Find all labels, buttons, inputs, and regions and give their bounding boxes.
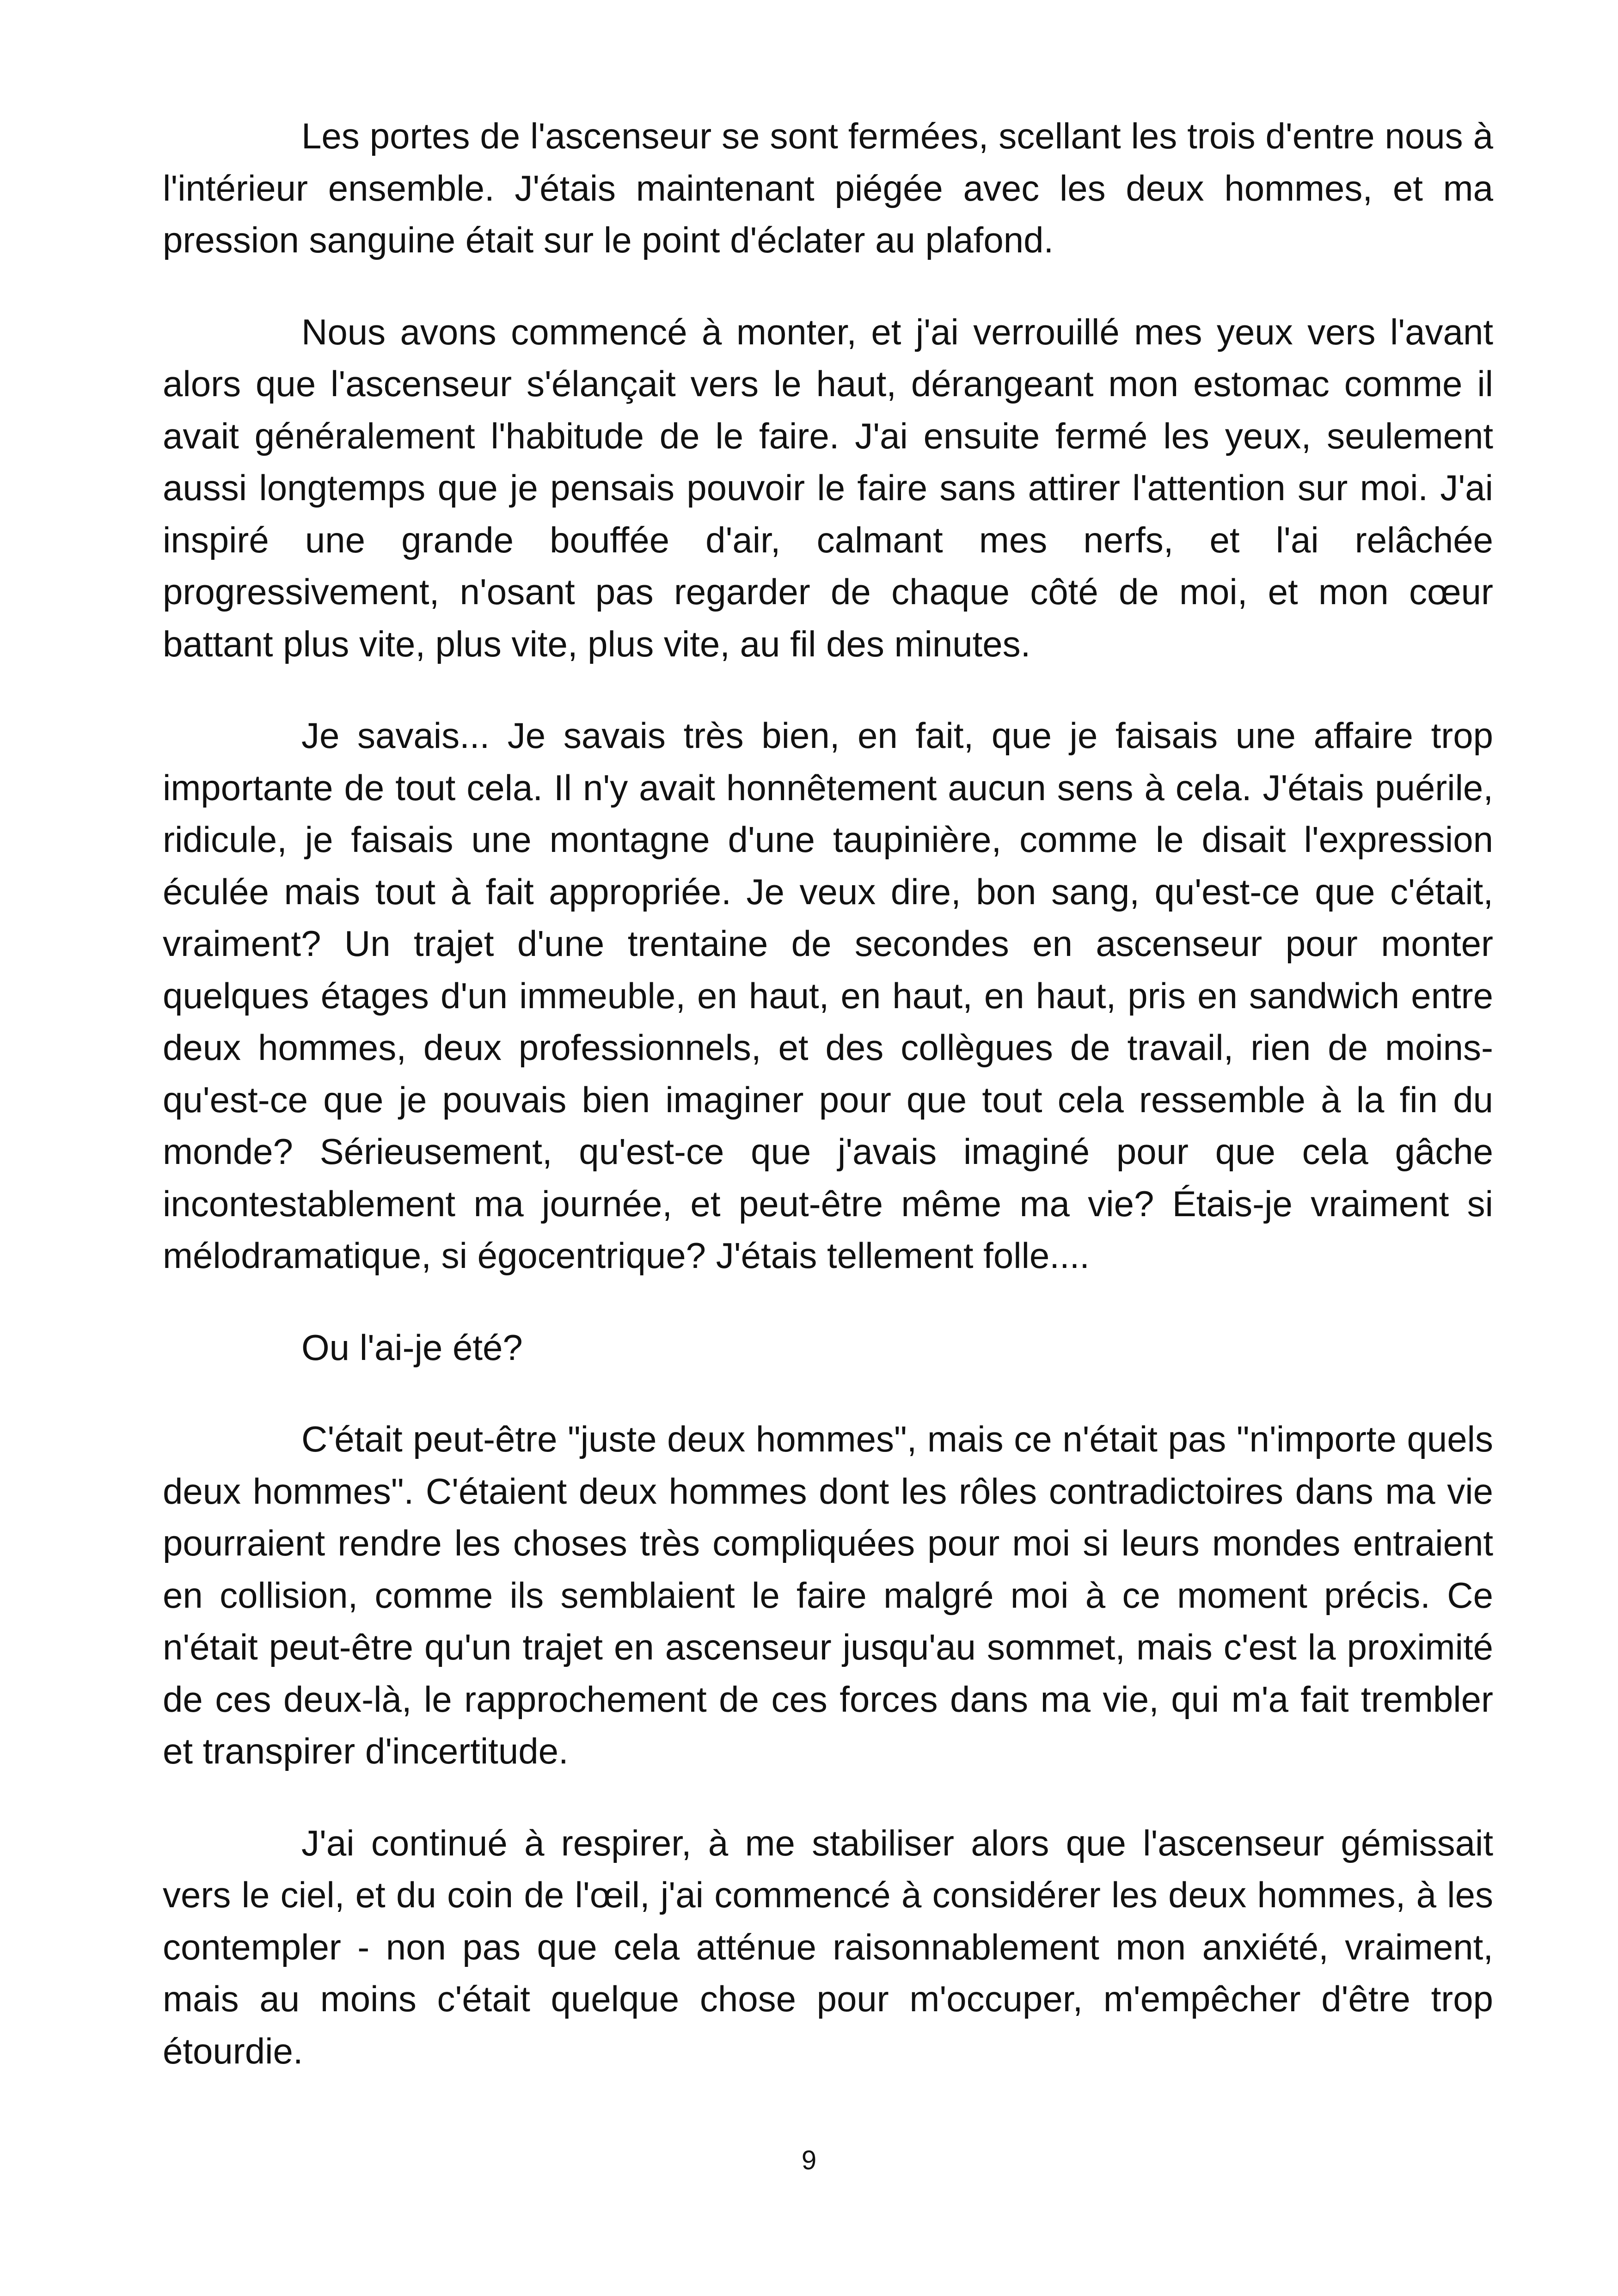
paragraph-1: Les portes de l'ascenseur se sont fermées, scellant les trois d'entre nous à l'intérieur ensemble. J'étais maintenant piégée avec les deux hommes, et ma pression sanguine était sur le point d'éclater au plafond. xyxy=(163,116,1493,260)
body-text xyxy=(163,110,1493,2077)
paragraph-6: J'ai continué à respirer, à me stabiliser alors que l'ascenseur gémissait vers le ciel, et du coin de l'œil, j'ai commencé à considérer les deux hommes, à les contempler - non pas que cela atténue raisonnablement mon anxiété, vraiment, mais au moins c'était quelque chose pour m'occuper, m'empêcher d'être trop étourdie. xyxy=(163,1822,1493,2071)
paragraph-4: Ou l'ai-je été? xyxy=(301,1327,523,1368)
page-number: 9 xyxy=(801,2145,817,2175)
paragraph-3: Je savais... Je savais très bien, en fait, que je faisais une affaire trop importante de tout cela. Il n'y avait honnêtement aucun sens à cela. J'étais puérile, ridicule, je faisais une montagne d'une taupinière, comme le disait l'expression éculée mais tout à fait appropriée. Je veux dire, bon sang, qu'est-ce que c'était, vraiment? Un trajet d'une trentaine de secondes en ascenseur pour monter quelques étages d'un immeuble, en haut, en haut, en haut, pris en sandwich entre deux hommes, deux professionnels, et des collègues de travail, rien de moins- qu'est-ce que je pouvais bien imaginer pour que tout cela ressemble à la fin du monde? Sérieusement, qu'est-ce que j'avais imaginé pour que cela gâche incontestablement ma journée, et peut-être même ma vie? Étais-je vraiment si mélodramatique, si égocentrique? J'étais tellement folle.... xyxy=(163,715,1493,1276)
paragraph-2: Nous avons commencé à monter, et j'ai verrouillé mes yeux vers l'avant alors que l'ascenseur s'élançait vers le haut, dérangeant mon estomac comme il avait généralement l'habitude de le faire. J'ai ensuite fermé les yeux, seulement aussi longtemps que je pensais pouvoir le faire sans attirer l'attention sur moi. J'ai inspiré une grande bouffée d'air, calmant mes nerfs, et l'ai relâchée progressivement, n'osant pas regarder de chaque côté de moi, et mon cœur battant plus vite, plus vite, plus vite, au fil des minutes. xyxy=(163,311,1493,664)
paragraph-5: C'était peut-être "juste deux hommes", mais ce n'était pas "n'importe quels deux hommes". C'étaient deux hommes dont les rôles contradictoires dans ma vie pourraient rendre les choses très compliquées pour moi si leurs mondes entraient en collision, comme ils semblaient le faire malgré moi à ce moment précis. Ce n'était peut-être qu'un trajet en ascenseur jusqu'au sommet, mais c'est la proximité de ces deux-là, le rapprochement de ces forces dans ma vie, qui m'a fait trembler et transpirer d'incertitude. xyxy=(163,1419,1493,1771)
